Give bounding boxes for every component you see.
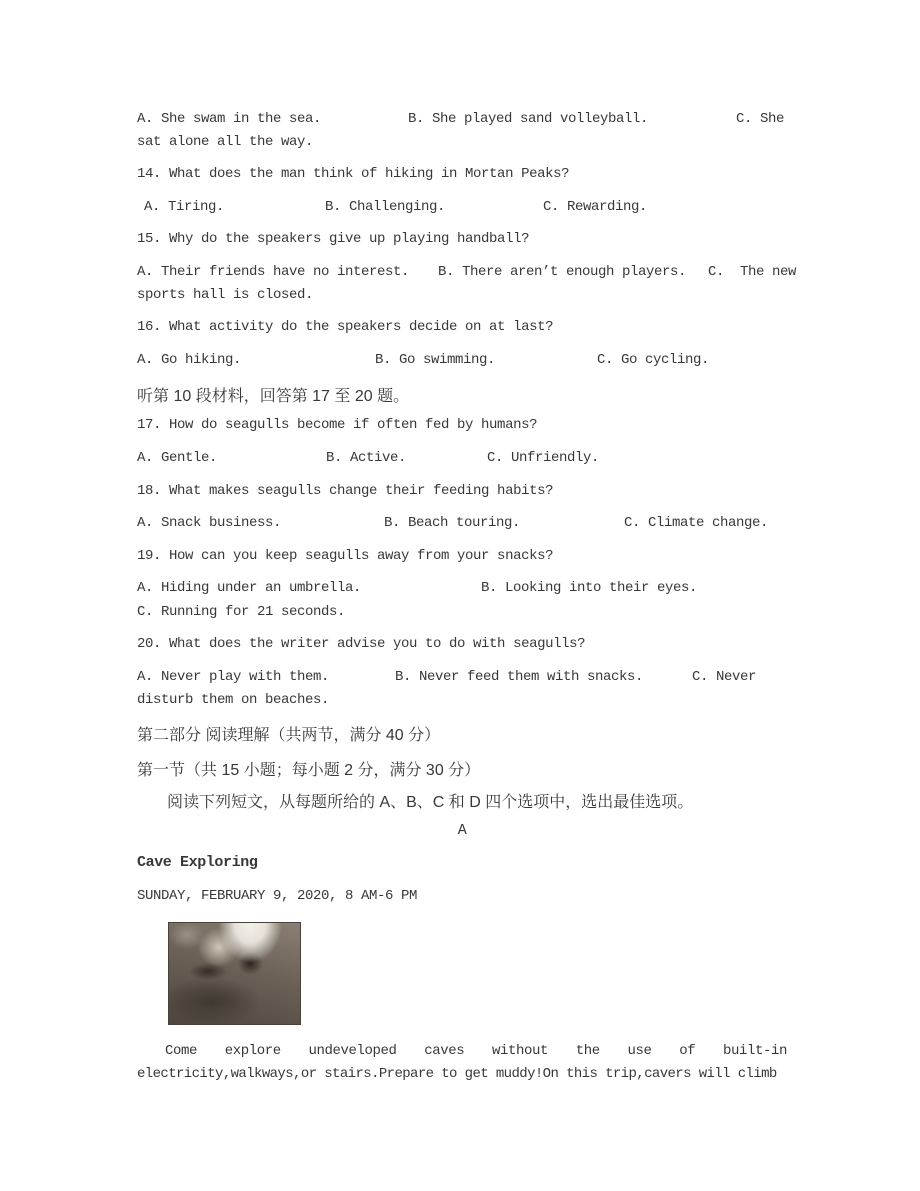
q14-option-a: A. Tiring. — [144, 199, 225, 215]
q20-option-c-continuation: disturb them on beaches. — [137, 692, 330, 708]
q16-option-a: A. Go hiking. — [137, 352, 242, 368]
q18-option-c: C. Climate change. — [624, 515, 769, 531]
q15-question: 15. Why do the speakers give up playing handball? — [137, 231, 530, 247]
q15-option-a: A. Their friends have no interest. — [137, 264, 410, 280]
q17-options-row — [137, 450, 787, 472]
q14-options-row — [137, 199, 787, 221]
q14-question: 14. What does the man think of hiking in Mortan Peaks? — [137, 166, 570, 182]
q20-option-a: A. Never play with them. — [137, 669, 330, 685]
q17-question: 17. How do seagulls become if often fed by humans? — [137, 417, 538, 433]
q16-options-row — [137, 352, 787, 374]
q15-option-b: B. There aren’t enough players. — [438, 264, 687, 280]
q15-option-c: C. The new — [708, 264, 797, 280]
q20-option-c: C. Never — [692, 669, 757, 685]
passage-paragraph-line-2: electricity,walkways,or stairs.Prepare to get muddy!On this trip,cavers will climb — [137, 1066, 777, 1082]
q13-option-b: B. She played sand volleyball. — [408, 111, 649, 127]
q20-options-row — [137, 669, 787, 691]
q20-question: 20. What does the writer advise you to do with seagulls? — [137, 636, 586, 652]
q17-option-b: B. Active. — [326, 450, 407, 466]
q14-option-c: C. Rewarding. — [543, 199, 648, 215]
q19-question: 19. How can you keep seagulls away from your snacks? — [137, 548, 554, 564]
q13-option-c-continuation: sat alone all the way. — [137, 134, 314, 150]
passage-paragraph-line-1: Come explore undeveloped caves without the use of built-in — [165, 1043, 787, 1059]
q13-options-row — [137, 111, 787, 133]
q14-option-b: B. Challenging. — [325, 199, 446, 215]
q13-option-a: A. She swam in the sea. — [137, 111, 322, 127]
q19-option-c: C. Running for 21 seconds. — [137, 604, 346, 620]
passage-title: Cave Exploring — [137, 854, 258, 871]
passage-label-a: A — [457, 822, 467, 839]
q16-option-c: C. Go cycling. — [597, 352, 710, 368]
q16-option-b: B. Go swimming. — [375, 352, 496, 368]
part2-header: 第二部分 阅读理解（共两节，满分 40 分） — [137, 727, 441, 744]
q13-option-c: C. She — [736, 111, 785, 127]
q17-option-c: C. Unfriendly. — [487, 450, 600, 466]
q18-question: 18. What makes seagulls change their feeding habits? — [137, 483, 554, 499]
q15-options-row — [137, 264, 797, 286]
section1-header: 第一节（共 15 小题；每小题 2 分，满分 30 分） — [137, 762, 481, 779]
q18-option-b: B. Beach touring. — [384, 515, 521, 531]
cave-photo — [168, 922, 301, 1025]
reading-instructions: 阅读下列短文，从每题所给的 A、B、C 和 D 四个选项中，选出最佳选项。 — [167, 794, 694, 811]
q17-option-a: A. Gentle. — [137, 450, 218, 466]
q19-option-b: B. Looking into their eyes. — [481, 580, 698, 596]
q19-option-a: A. Hiding under an umbrella. — [137, 580, 362, 596]
passage-schedule: SUNDAY, FEBRUARY 9, 2020, 8 AM-6 PM — [137, 888, 418, 904]
listening-material-note: 听第 10 段材料，回答第 17 至 20 题。 — [137, 388, 410, 405]
q19-options-row — [137, 580, 787, 602]
q20-option-b: B. Never feed them with snacks. — [395, 669, 644, 685]
q18-options-row — [137, 515, 787, 537]
q15-option-c-continuation: sports hall is closed. — [137, 287, 314, 303]
q18-option-a: A. Snack business. — [137, 515, 282, 531]
q16-question: 16. What activity do the speakers decide on at last? — [137, 319, 554, 335]
